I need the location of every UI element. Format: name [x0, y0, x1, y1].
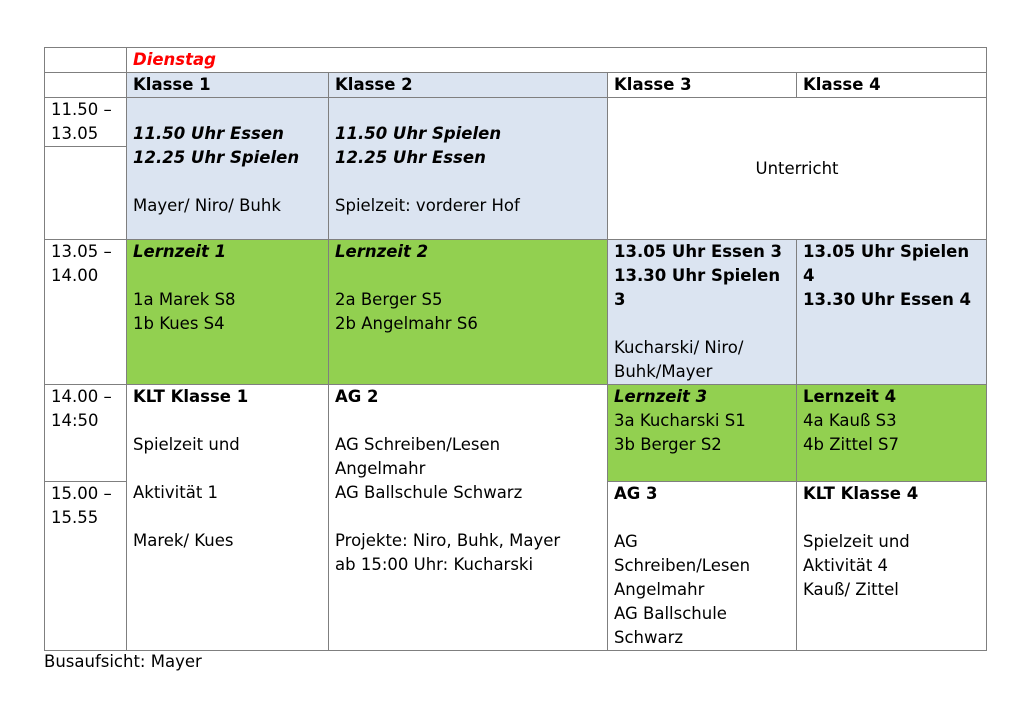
r3-k3-line1: 3a Kucharski S1 — [614, 411, 746, 430]
r3-k1-line2: Aktivität 1 — [133, 483, 219, 502]
r2-k3-line3: Kucharski/ Niro/ — [614, 338, 744, 357]
time-2-end: 14.00 — [51, 266, 99, 285]
cell-r2-k4 — [797, 240, 987, 385]
r1-k2-line2: 12.25 Uhr Essen — [335, 148, 486, 167]
r2-k4-line1: 13.05 Uhr Spielen 4 — [803, 242, 970, 285]
r2-k4-line2: 13.30 Uhr Essen 4 — [803, 290, 972, 309]
r4-k4-title: KLT Klasse 4 — [803, 484, 919, 503]
r2-k2-line1: 2a Berger S5 — [335, 290, 443, 309]
time-1-start: 11.50 – — [51, 100, 112, 119]
cell-r2-k3 — [608, 240, 797, 385]
time-3-end: 14:50 — [51, 411, 99, 430]
r4-k3-line4: AG Ballschule — [614, 604, 727, 623]
day-corner-cell — [45, 48, 127, 73]
column-header-klasse-1: Klasse 1 — [127, 73, 329, 98]
r3-k2-title: AG 2 — [335, 387, 379, 406]
r2-k2-line2: 2b Angelmahr S6 — [335, 314, 478, 333]
cell-r1-k2 — [329, 98, 608, 240]
r3-k1-line3: Marek/ Kues — [133, 531, 234, 550]
r4-k3-line2: Schreiben/Lesen — [614, 556, 751, 575]
time-cell-1 — [45, 98, 127, 147]
time-4-start: 15.00 – — [51, 484, 112, 503]
r1-k1-line1: 11.50 Uhr Essen — [133, 124, 284, 143]
r4-k3-title: AG 3 — [614, 484, 658, 503]
r3-k2-line4: Projekte: Niro, Buhk, Mayer — [335, 531, 561, 550]
time-3-start: 14.00 – — [51, 387, 112, 406]
time-cell-1-empty — [45, 147, 127, 240]
r4-k3-line3: Angelmahr — [614, 580, 705, 599]
cell-r1-k1 — [127, 98, 329, 240]
r3-k2-line1: AG Schreiben/Lesen — [335, 435, 501, 454]
time-2-start: 13.05 – — [51, 242, 112, 261]
r4-k4-line1: Spielzeit und — [803, 532, 910, 551]
r3-k2-line5: ab 15:00 Uhr: Kucharski — [335, 555, 534, 574]
r3-k1-title: KLT Klasse 1 — [133, 387, 249, 406]
time-1-end: 13.05 — [51, 124, 99, 143]
r3-k2-line2: Angelmahr — [335, 459, 426, 478]
r1-k1-line2: 12.25 Uhr Spielen — [133, 148, 300, 167]
r2-k3-line4: Buhk/Mayer — [614, 362, 713, 381]
header-row — [45, 73, 987, 98]
r1-k1-line3: Mayer/ Niro/ Buhk — [133, 196, 281, 215]
r4-k4-line2: Aktivität 4 — [803, 556, 889, 575]
cell-r4-k4 — [797, 482, 987, 651]
r2-k1-title: Lernzeit 1 — [133, 242, 227, 261]
schedule-table — [44, 47, 987, 651]
r3-k2-line3: AG Ballschule Schwarz — [335, 483, 523, 502]
r4-k3-line5: Schwarz — [614, 628, 684, 647]
r4-k3-line1: AG — [614, 532, 638, 551]
r1-k2-line3: Spielzeit: vorderer Hof — [335, 196, 520, 215]
column-header-klasse-4: Klasse 4 — [797, 73, 987, 98]
cell-r3-k3 — [608, 385, 797, 482]
cell-r2-k1 — [127, 240, 329, 385]
header-corner-cell — [45, 73, 127, 98]
cell-r1-unterricht: Unterricht — [608, 98, 987, 240]
cell-r3-k4 — [797, 385, 987, 482]
cell-r2-k2 — [329, 240, 608, 385]
column-header-klasse-2: Klasse 2 — [329, 73, 608, 98]
cell-r3-k1 — [127, 385, 329, 651]
r1-k2-line1: 11.50 Uhr Spielen — [335, 124, 502, 143]
footer-note: Busaufsicht: Mayer — [44, 652, 202, 671]
day-label: Dienstag — [133, 50, 216, 69]
r4-k4-line3: Kauß/ Zittel — [803, 580, 899, 599]
r2-k3-line1: 13.05 Uhr Essen 3 — [614, 242, 783, 261]
cell-r4-k3 — [608, 482, 797, 651]
column-header-klasse-3: Klasse 3 — [608, 73, 797, 98]
r3-k4-line1: 4a Kauß S3 — [803, 411, 897, 430]
time-cell-3 — [45, 385, 127, 482]
day-row — [45, 48, 987, 73]
time-cell-4 — [45, 482, 127, 651]
r3-k3-line2: 3b Berger S2 — [614, 435, 722, 454]
r3-k3-title: Lernzeit 3 — [614, 387, 708, 406]
r3-k4-line2: 4b Zittel S7 — [803, 435, 899, 454]
cell-r3-k2 — [329, 385, 608, 651]
row-2 — [45, 240, 987, 385]
r2-k1-line1: 1a Marek S8 — [133, 290, 236, 309]
r3-k1-line1: Spielzeit und — [133, 435, 240, 454]
day-cell — [127, 48, 987, 73]
row-3 — [45, 385, 987, 482]
r2-k2-title: Lernzeit 2 — [335, 242, 429, 261]
row-1-top — [45, 98, 987, 147]
r3-k4-title: Lernzeit 4 — [803, 387, 897, 406]
time-cell-2 — [45, 240, 127, 385]
r2-k3-line2: 13.30 Uhr Spielen 3 — [614, 266, 781, 309]
r2-k1-line2: 1b Kues S4 — [133, 314, 225, 333]
time-4-end: 15.55 — [51, 508, 99, 527]
